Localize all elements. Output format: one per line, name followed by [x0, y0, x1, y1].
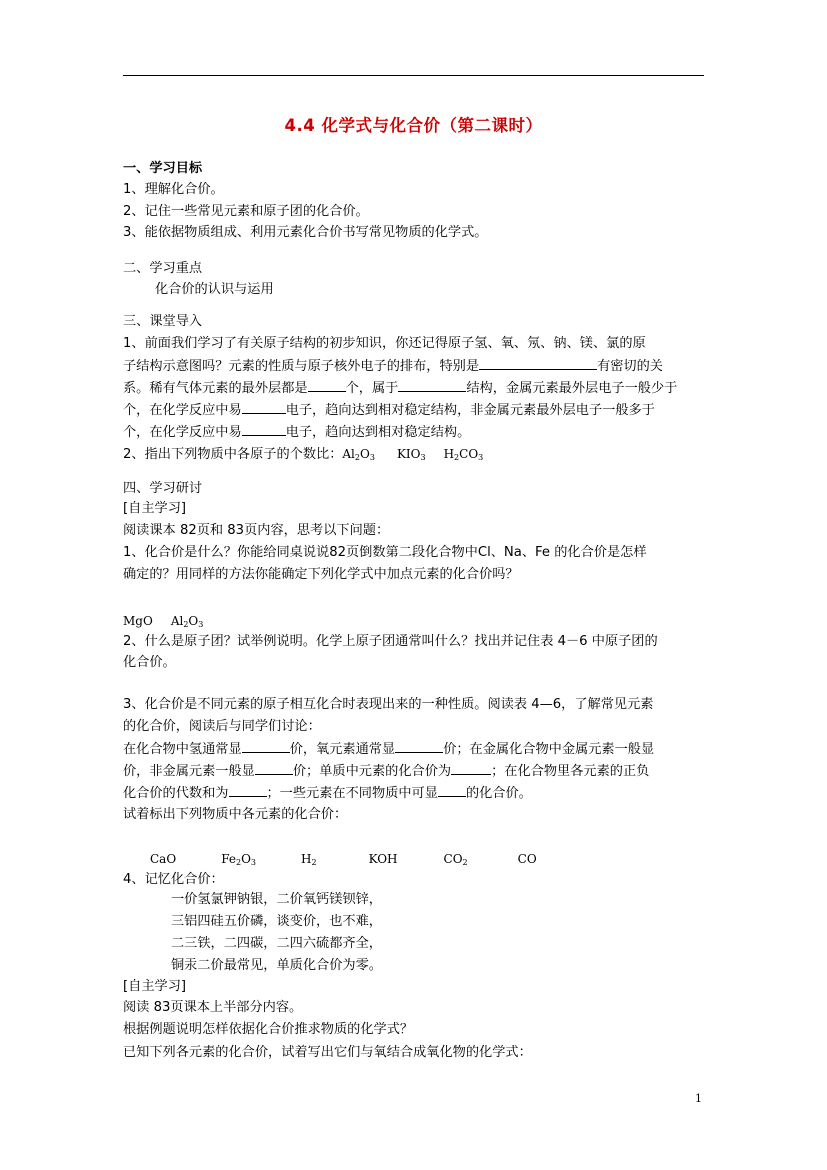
answer-blank[interactable]: [242, 740, 290, 753]
self-study-tag: [自主学习]: [123, 501, 187, 516]
answer-blank[interactable]: [242, 401, 286, 414]
answer-blank[interactable]: [395, 740, 443, 753]
reading-instruction: 阅读课本 82页和 83页内容，思考以下问题：: [123, 523, 390, 538]
intro-question-2: 2、指出下列物质中各原子的个数比：$Al_2O_3$ $KIO_3$ $H_2CO_3$: [123, 447, 484, 462]
section-heading-goals: 一、学习目标: [123, 161, 203, 176]
question-5: 根据例题说明怎样依据化合价推求物质的化学式？: [123, 1022, 414, 1037]
formula-co: CO: [517, 852, 537, 866]
goal-item-2: 2、记住一些常见元素和原子团的化合价。: [123, 204, 369, 219]
valence-poem-line-1: 一价氢氯钾钠银，二价氧钙镁钡锌，: [171, 892, 382, 907]
self-study-tag-2: [自主学习]: [123, 979, 187, 994]
formula-mgo: MgO: [123, 614, 153, 628]
formula-al2o3-b: $Al_2O_3$: [170, 614, 204, 629]
answer-blank[interactable]: [479, 357, 597, 370]
question-1-line-1: 1、化合价是什么？你能给同桌说说82页倒数第二段化合物中Cl、Na、Fe 的化合价是怎样: [123, 545, 647, 560]
intro-paragraph-line-5: 个，在化学反应中易 电子，趋向达到相对稳定结构。: [123, 425, 471, 440]
goal-item-3: 3、能依据物质组成、利用元素化合价书写常见物质的化学式。: [123, 225, 488, 240]
header-rule: [123, 75, 704, 76]
question-2-line-1: 2、什么是原子团？试举例说明。化学上原子团通常叫什么？找出并记住表 4－6 中原子团的: [123, 634, 658, 649]
question-3-line-4: 价，非金属元素一般显 价；单质中元素的化合价为 ；在化合物里各元素的正负: [123, 764, 650, 779]
valence-poem-line-4: 铜汞二价最常见，单质化合价为零。: [171, 958, 382, 973]
answer-blank[interactable]: [242, 423, 286, 436]
formula-co2: $CO_2$: [443, 852, 468, 867]
question-2-line-2: 化合价。: [123, 655, 176, 670]
formula-cao: CaO: [150, 852, 177, 866]
answer-blank[interactable]: [308, 379, 346, 392]
page-number: 1: [695, 1092, 702, 1105]
reading-instruction-2: 阅读 83页课本上半部分内容。: [123, 1000, 303, 1015]
question-3-line-3: 在化合物中氢通常显 价，氧元素通常显 价；在金属化合物中金属元素一般显: [123, 742, 655, 757]
question-3-line-6: 试着标出下列物质中各元素的化合价：: [123, 807, 348, 822]
intro-paragraph-line-1: 1、前面我们学习了有关原子结构的初步知识，你还记得原子氢、氧、氖、钠、镁、氯的原: [123, 336, 646, 351]
formula-al2o3: $Al_2O_3$: [342, 447, 375, 462]
page-title: 4.4 化学式与化合价（第二课时）: [284, 116, 543, 135]
valence-poem-line-2: 三铝四硅五价磷，谈变价，也不难，: [171, 914, 382, 929]
question-1-line-2: 确定的？用同样的方法你能确定下列化学式中加点元素的化合价吗？: [123, 567, 519, 582]
answer-blank[interactable]: [438, 784, 466, 797]
intro-paragraph-line-3: 系。稀有气体元素的最外层都是 个，属于 结构，金属元素最外层电子一般少于: [123, 381, 678, 396]
question-4: 4、记忆化合价：: [123, 872, 224, 887]
section-heading-intro: 三、课堂导入: [123, 314, 203, 329]
intro-paragraph-line-2: 子结构示意图吗？元素的性质与原子核外电子的排布，特别是 有密切的关: [123, 359, 663, 374]
answer-blank[interactable]: [255, 762, 293, 775]
question-3-line-5: 化合价的代数和为 ；一些元素在不同物质中可显 的化合价。: [123, 786, 532, 801]
question-6: 已知下列各元素的化合价，试着写出它们与氧结合成氧化物的化学式：: [123, 1045, 532, 1060]
section-heading-study: 四、学习研讨: [123, 481, 203, 496]
answer-blank[interactable]: [229, 784, 267, 797]
answer-blank[interactable]: [398, 379, 466, 392]
formula-fe2o3: $Fe_2O_3$: [221, 852, 256, 867]
intro-paragraph-line-4: 个，在化学反应中易 电子，趋向达到相对稳定结构，非金属元素最外层电子一般多于: [123, 403, 655, 418]
formula-kio3: $KIO_3$: [396, 447, 426, 462]
question-3-formulas: [150, 850, 537, 872]
formula-koh: KOH: [368, 852, 398, 866]
question-1-formulas: [123, 612, 203, 634]
formula-h2: $H_2$: [301, 852, 317, 867]
question-3-line-2: 的化合价，阅读后与同学们讨论：: [123, 719, 321, 734]
goal-item-1: 1、理解化合价。: [123, 182, 224, 197]
answer-blank[interactable]: [451, 762, 491, 775]
section-heading-focus: 二、学习重点: [123, 261, 203, 276]
formula-h2co3: $H_2CO_3$: [443, 447, 484, 462]
question-3-line-1: 3、化合价是不同元素的原子相互化合时表现出来的一种性质。阅读表 4—6，了解常见元素: [123, 697, 654, 712]
focus-text: 化合价的认识与运用: [155, 282, 274, 297]
valence-poem-line-3: 二三铁，二四碳，二四六硫都齐全，: [171, 936, 382, 951]
